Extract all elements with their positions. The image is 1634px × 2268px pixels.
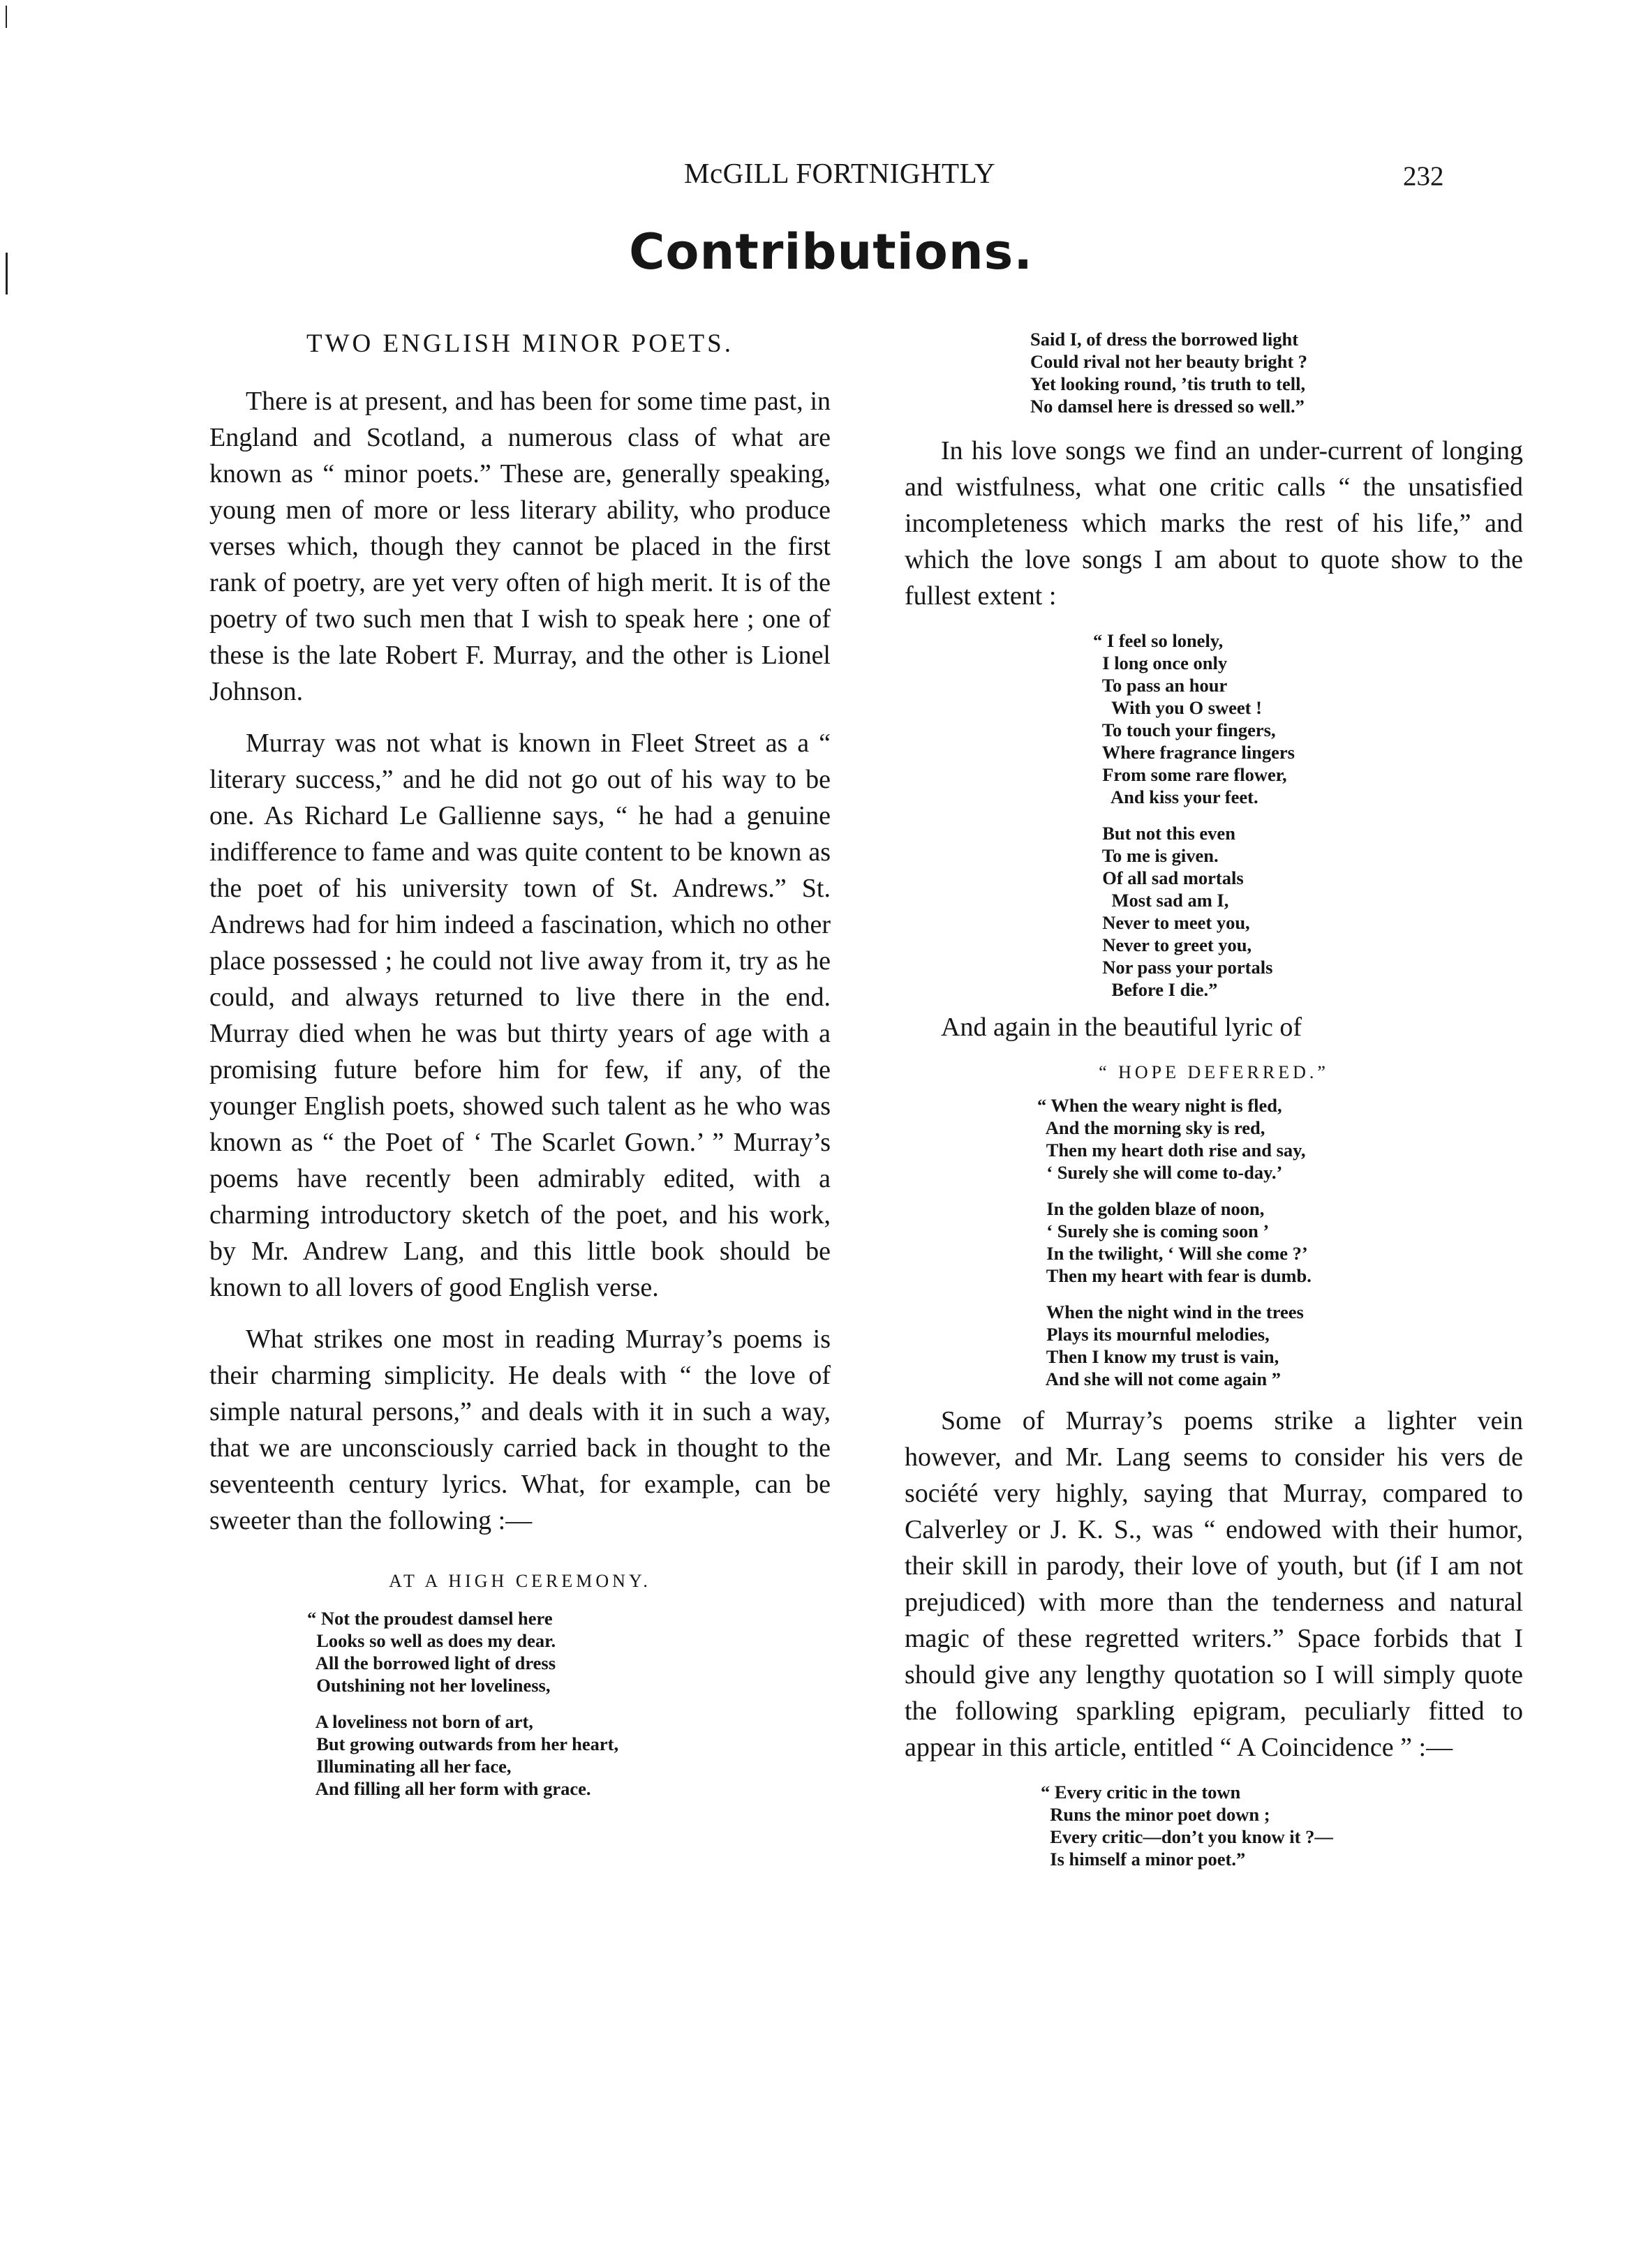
poem-title: “ HOPE DEFERRED.” <box>1099 1062 1329 1082</box>
poem-line: Yet looking round, ’tis truth to tell, <box>1030 373 1306 394</box>
poem-line: From some rare flower, <box>1093 764 1287 785</box>
poem-line: Looks so well as does my dear. <box>307 1630 556 1651</box>
poem-line: “ Not the proudest damsel here <box>307 1608 553 1629</box>
poem-line: A loveliness not born of art, <box>307 1711 533 1732</box>
poem-stanza <box>1037 1301 1523 1390</box>
poem-line: When the night wind in the trees <box>1037 1301 1304 1322</box>
paragraph: And again in the beautiful lyric of <box>941 1013 1302 1042</box>
poem-line: Of all sad mortals <box>1093 867 1244 888</box>
poem-line: “ I feel so lonely, <box>1093 630 1224 651</box>
poem-line: But not this even <box>1093 823 1235 844</box>
paragraph: In his love songs we find an under-current of longing and wistfulness, what one critic calls “ the unsatisfied incompleteness which marks the rest of his life,” and which the love songs I am about to quote show to the fullest extent : <box>905 436 1523 611</box>
poem-line: “ When the weary night is fled, <box>1037 1095 1282 1116</box>
paragraph: Some of Murray’s poems strike a lighter vein however, and Mr. Lang seems to consider his vers de société very highly, saying that Murray, compared to Calverley or J. K. S., was “ endowed with their humor, their skill in parody, their love of youth, but (if I am not prejudiced) with more than the tenderness and natural magic of these regretted writers.” Space forbids that I should give any lengthy quotation so I will simply quote the following sparkling epigram, peculiarly fitted to appear in this article, entitled “ A Coincidence ” :— <box>905 1406 1523 1762</box>
poem-line: No damsel here is dressed so well.” <box>1030 396 1305 417</box>
page-number: 232 <box>1403 161 1444 191</box>
poem-title: AT A HIGH CEREMONY. <box>389 1571 651 1591</box>
poem-line: Runs the minor poet down ; <box>1041 1804 1270 1825</box>
poem-line: And kiss your feet. <box>1093 786 1258 807</box>
paragraph: Murray was not what is known in Fleet Street as a “ literary success,” and he did not go out of his way to be one. As Richard Le Gallienne says, “ he had a genuine indifference to fame and was quite content to be known as the poet of his university town of St. Andrews.” St. Andrews had for him indeed a fascination, which no other place possessed ; he could not live away from it, try as he could, and always returned to live there in the end. Murray died when he was but thirty years of age with a promising future before him for few, if any, of the younger English poets, showed such talent as he who was known as “ the Poet of ‘ The Scarlet Gown.’ ” Murray’s poems have recently been admirably edited, with a charming introductory sketch of the poet, and his work, by Mr. Andrew Lang, and this little book should be known to all lovers of good English verse. <box>209 729 831 1302</box>
poem-line: In the golden blaze of noon, <box>1037 1198 1265 1219</box>
poem-line: Said I, of dress the borrowed light <box>1030 329 1299 350</box>
poem-line: With you O sweet ! <box>1093 697 1262 718</box>
poem-line: To touch your fingers, <box>1093 719 1276 740</box>
paragraph: What strikes one most in reading Murray’s poems is their charming simplicity. He deals with “ the love of simple natural persons,” and deals with it in such a way, that we are unconsciously carried back in thought to the seventeenth century lyrics. What, for example, can be sweeter than the following :— <box>209 1325 831 1535</box>
running-head: McGILL FORTNIGHTLY <box>684 157 996 189</box>
poem-line: In the twilight, ‘ Will she come ?’ <box>1037 1243 1308 1264</box>
poem-line: Could rival not her beauty bright ? <box>1030 351 1308 372</box>
right-column <box>905 328 1523 1870</box>
section-title: Contributions. <box>629 223 1033 281</box>
poem-line: Before I die.” <box>1093 979 1218 1000</box>
article-title: TWO ENGLISH MINOR POETS. <box>306 329 734 358</box>
poem-line: And the morning sky is red, <box>1037 1117 1265 1138</box>
poem-line: Then my heart with fear is dumb. <box>1037 1265 1312 1286</box>
scan-mark <box>6 253 8 294</box>
poem-line: Outshining not her loveliness, <box>307 1675 551 1696</box>
poem-line: Then I know my trust is vain, <box>1037 1346 1279 1367</box>
poem-stanza <box>1030 328 1523 417</box>
poem-hope-deferred <box>1037 1094 1523 1390</box>
poem-line: ‘ Surely she is coming soon ’ <box>1037 1221 1270 1241</box>
poem-stanza <box>1037 1094 1523 1184</box>
poem-at-a-high-ceremony-continued <box>1030 328 1523 417</box>
poem-lonely <box>1093 629 1523 1001</box>
poem-line: But growing outwards from her heart, <box>307 1733 619 1754</box>
poem-line: “ Every critic in the town <box>1041 1782 1241 1803</box>
poem-line: Is himself a minor poet.” <box>1041 1849 1246 1870</box>
poem-line: Most sad am I, <box>1093 890 1229 911</box>
left-column <box>209 328 831 1800</box>
poem-line: Never to greet you, <box>1093 934 1252 955</box>
poem-stanza <box>1093 822 1523 1001</box>
paragraph: There is at present, and has been for some time past, in England and Scotland, a numerous class of what are known as “ minor poets.” These are, generally speaking, young men of more or less literary ability, who produce verses which, though they cannot be placed in the first rank of poetry, are yet very often of high merit. It is of the poetry of two such men that I wish to speak here ; one of these is the late Robert F. Murray, and the other is Lionel Johnson. <box>209 387 831 706</box>
poem-stanza <box>1041 1781 1523 1870</box>
poem-line: Plays its mournful melodies, <box>1037 1324 1270 1345</box>
poem-line: I long once only <box>1093 652 1228 673</box>
poem-stanza <box>1093 629 1523 808</box>
poem-line: To me is given. <box>1093 845 1219 866</box>
poem-line: Never to meet you, <box>1093 912 1250 933</box>
poem-line: Every critic—don’t you know it ?— <box>1041 1826 1333 1847</box>
poem-at-a-high-ceremony <box>307 1607 831 1800</box>
poem-line: Illuminating all her face, <box>307 1756 512 1777</box>
poem-stanza <box>307 1710 831 1800</box>
poem-line: And she will not come again ” <box>1037 1368 1281 1389</box>
poem-line: Nor pass your portals <box>1093 957 1273 978</box>
poem-stanza <box>307 1607 831 1696</box>
poem-line: Where fragrance lingers <box>1093 742 1295 763</box>
poem-stanza <box>1037 1198 1523 1287</box>
poem-a-coincidence <box>1041 1781 1523 1870</box>
poem-line: ‘ Surely she will come to-day.’ <box>1037 1162 1283 1183</box>
poem-line: And filling all her form with grace. <box>307 1778 591 1799</box>
poem-line: Then my heart doth rise and say, <box>1037 1140 1306 1161</box>
poem-line: All the borrowed light of dress <box>307 1652 556 1673</box>
poem-line: To pass an hour <box>1093 675 1228 696</box>
scan-mark <box>6 6 7 28</box>
